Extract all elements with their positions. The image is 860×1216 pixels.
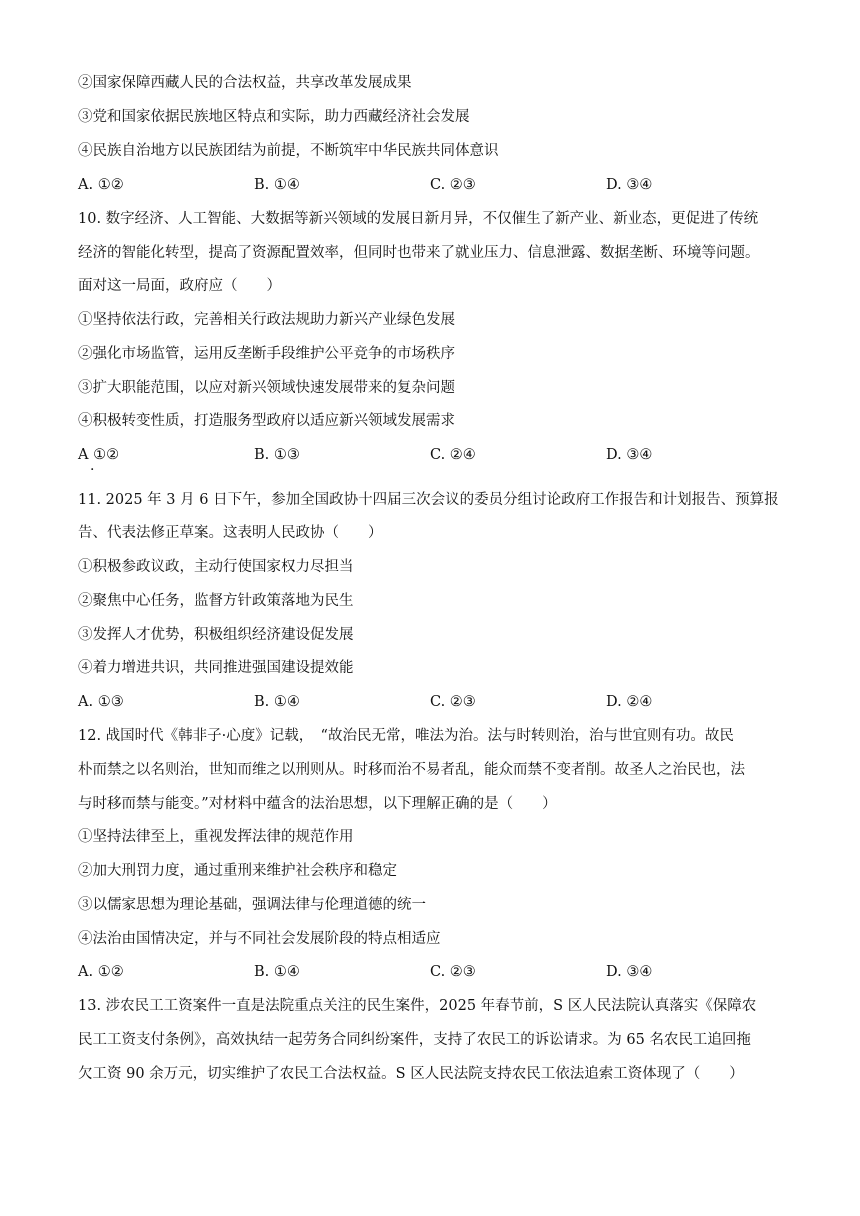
q9-option-b[interactable]: B. ①④ bbox=[254, 177, 300, 193]
q11-option-b[interactable]: B. ①④ bbox=[254, 694, 300, 710]
q9-option-d[interactable]: D. ③④ bbox=[606, 177, 653, 193]
q12-stem-line-1: 12. 战国时代《韩非子·心度》记载， “故治民无常，唯法为治。法与时转则治，治与世宜则有功。故民 bbox=[78, 728, 734, 744]
q13-stem-line-2: 民工工资支付条例》，高效执结一起劳务合同纠纷案件，支持了农民工的诉讼请求。为 65 名农民工追回拖 bbox=[78, 1032, 751, 1048]
q12-item-2: ②加大刑罚力度，通过重刑来维护社会秩序和稳定 bbox=[78, 863, 397, 879]
q10-stem-line-1: 10. 数字经济、人工智能、大数据等新兴领域的发展日新月异，不仅催生了新产业、新业态，更促进了传统 bbox=[78, 211, 759, 227]
q10-item-1: ①坚持依法行政，完善相关行政法规助力新兴产业绿色发展 bbox=[78, 312, 455, 328]
q10-options bbox=[78, 445, 798, 465]
q9-option-c[interactable]: C. ②③ bbox=[430, 177, 476, 193]
q11-item-1: ①积极参政议政，主动行使国家权力尽担当 bbox=[78, 559, 354, 575]
q9-item-2: ②国家保障西藏人民的合法权益，共享改革发展成果 bbox=[78, 75, 412, 91]
q9-options bbox=[78, 175, 798, 195]
q10-item-3: ③扩大职能范围，以应对新兴领域快速发展带来的复杂问题 bbox=[78, 380, 455, 396]
q12-option-b[interactable]: B. ①④ bbox=[254, 964, 300, 980]
q10-item-2: ②强化市场监管，运用反垄断手段维护公平竞争的市场秩序 bbox=[78, 346, 455, 362]
q11-options bbox=[78, 692, 798, 712]
q12-options bbox=[78, 962, 798, 982]
q10-option-a[interactable]: A ①② bbox=[78, 447, 120, 463]
q11-option-d[interactable]: D. ②④ bbox=[606, 694, 653, 710]
q12-item-3: ③以儒家思想为理论基础，强调法律与伦理道德的统一 bbox=[78, 897, 426, 913]
q12-stem-line-2: 朴而禁之以名则治，世知而维之以刑则从。时移而治不易者乱，能众而禁不变者削。故圣人之治民也，法 bbox=[78, 762, 745, 778]
q10-option-d[interactable]: D. ③④ bbox=[606, 447, 653, 463]
stray-dot-mark: · bbox=[90, 462, 95, 478]
q12-option-d[interactable]: D. ③④ bbox=[606, 964, 653, 980]
q11-item-2: ②聚焦中心任务，监督方针政策落地为民生 bbox=[78, 593, 354, 609]
q9-item-3: ③党和国家依据民族地区特点和实际，助力西藏经济社会发展 bbox=[78, 109, 470, 125]
q12-item-4: ④法治由国情决定，并与不同社会发展阶段的特点相适应 bbox=[78, 931, 441, 947]
q11-item-3: ③发挥人才优势，积极组织经济建设促发展 bbox=[78, 627, 354, 643]
q10-option-b[interactable]: B. ①③ bbox=[254, 447, 300, 463]
q11-stem-line-2: 告、代表法修正草案。这表明人民政协（ ） bbox=[78, 525, 383, 541]
q10-stem-line-2: 经济的智能化转型，提高了资源配置效率，但同时也带来了就业压力、信息泄露、数据垄断、环境等问题。 bbox=[78, 245, 760, 261]
q11-option-a[interactable]: A. ①③ bbox=[78, 694, 124, 710]
q12-item-1: ①坚持法律至上，重视发挥法律的规范作用 bbox=[78, 829, 354, 845]
q13-stem-line-1: 13. 涉农民工工资案件一直是法院重点关注的民生案件，2025 年春节前，S 区人民法院认真落实《保障农 bbox=[78, 998, 757, 1014]
q11-stem-line-1: 11. 2025 年 3 月 6 日下午，参加全国政协十四届三次会议的委员分组讨论政府工作报告和计划报告、预算报 bbox=[78, 492, 779, 508]
q9-option-a[interactable]: A. ①② bbox=[78, 177, 124, 193]
q10-option-c[interactable]: C. ②④ bbox=[430, 447, 476, 463]
q11-option-c[interactable]: C. ②③ bbox=[430, 694, 476, 710]
q12-option-a[interactable]: A. ①② bbox=[78, 964, 124, 980]
q13-stem-line-3: 欠工资 90 余万元，切实维护了农民工合法权益。S 区人民法院支持农民工依法追索工资体现了（ ） bbox=[78, 1066, 744, 1082]
q12-stem-line-3: 与时移而禁与能变。”对材料中蕴含的法治思想，以下理解正确的是（ ） bbox=[78, 796, 557, 812]
q9-item-4: ④民族自治地方以民族团结为前提，不断筑牢中华民族共同体意识 bbox=[78, 143, 499, 159]
q10-item-4: ④积极转变性质，打造服务型政府以适应新兴领域发展需求 bbox=[78, 413, 455, 429]
q10-stem-line-3: 面对这一局面，政府应（ ） bbox=[78, 278, 281, 294]
q11-item-4: ④着力增进共识，共同推进强国建设提效能 bbox=[78, 660, 354, 676]
q12-option-c[interactable]: C. ②③ bbox=[430, 964, 476, 980]
